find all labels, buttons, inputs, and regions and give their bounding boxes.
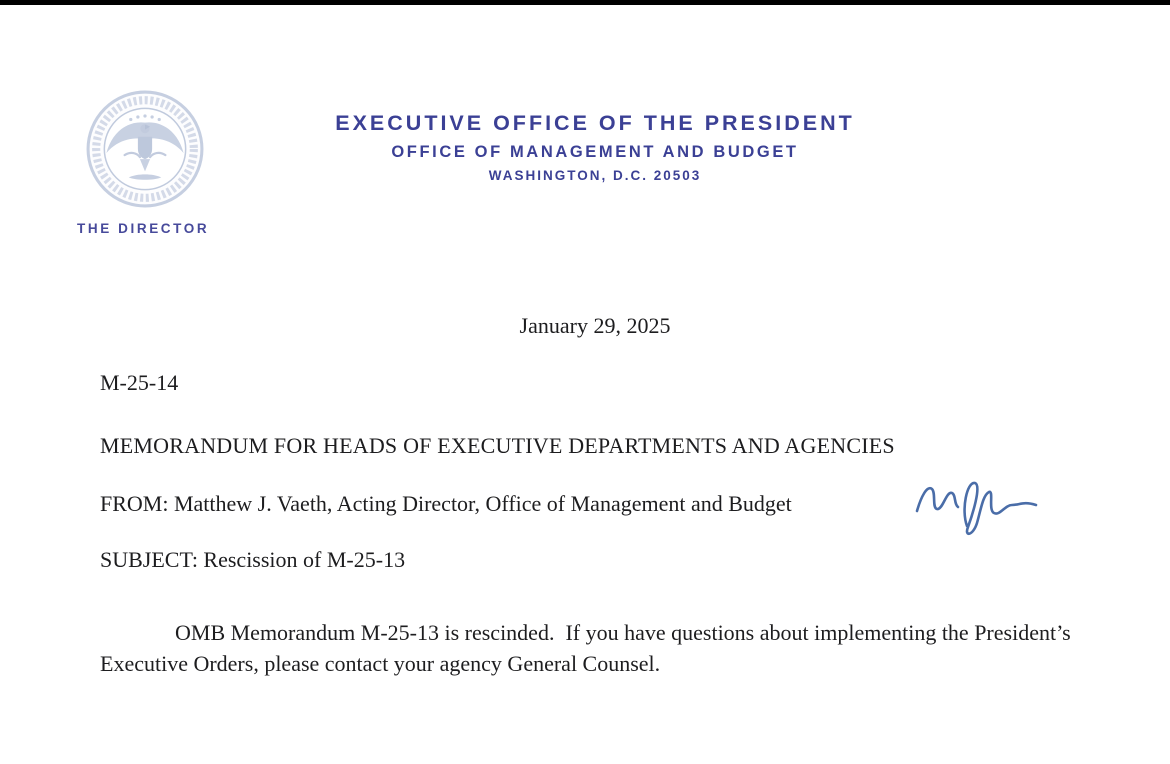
memo-body-paragraph: OMB Memorandum M-25-13 is rescinded. If you have questions about implementing the President’s Executive Orders, please contact your agency General Counsel. [100,620,1077,676]
subject-line: SUBJECT: Rescission of M-25-13 [100,547,406,572]
letterhead-line3: WASHINGTON, D.C. 20503 [488,168,702,183]
director-label: THE DIRECTOR [77,221,210,236]
signature-matthew-vaeth-icon [912,470,1042,536]
from-line: FROM: Matthew J. Vaeth, Acting Director, Office of Management and Budget [100,491,792,516]
letterhead-block [170,111,1020,183]
memorandum-heading: MEMORANDUM FOR HEADS OF EXECUTIVE DEPARTMENTS AND AGENCIES [100,433,895,458]
letterhead-line1: EXECUTIVE OFFICE OF THE PRESIDENT [335,111,855,135]
top-border-bar [0,0,1170,5]
letterhead-line2: OFFICE OF MANAGEMENT AND BUDGET [391,143,799,161]
memo-number: M-25-14 [100,370,179,395]
memo-date: January 29, 2025 [519,313,671,338]
